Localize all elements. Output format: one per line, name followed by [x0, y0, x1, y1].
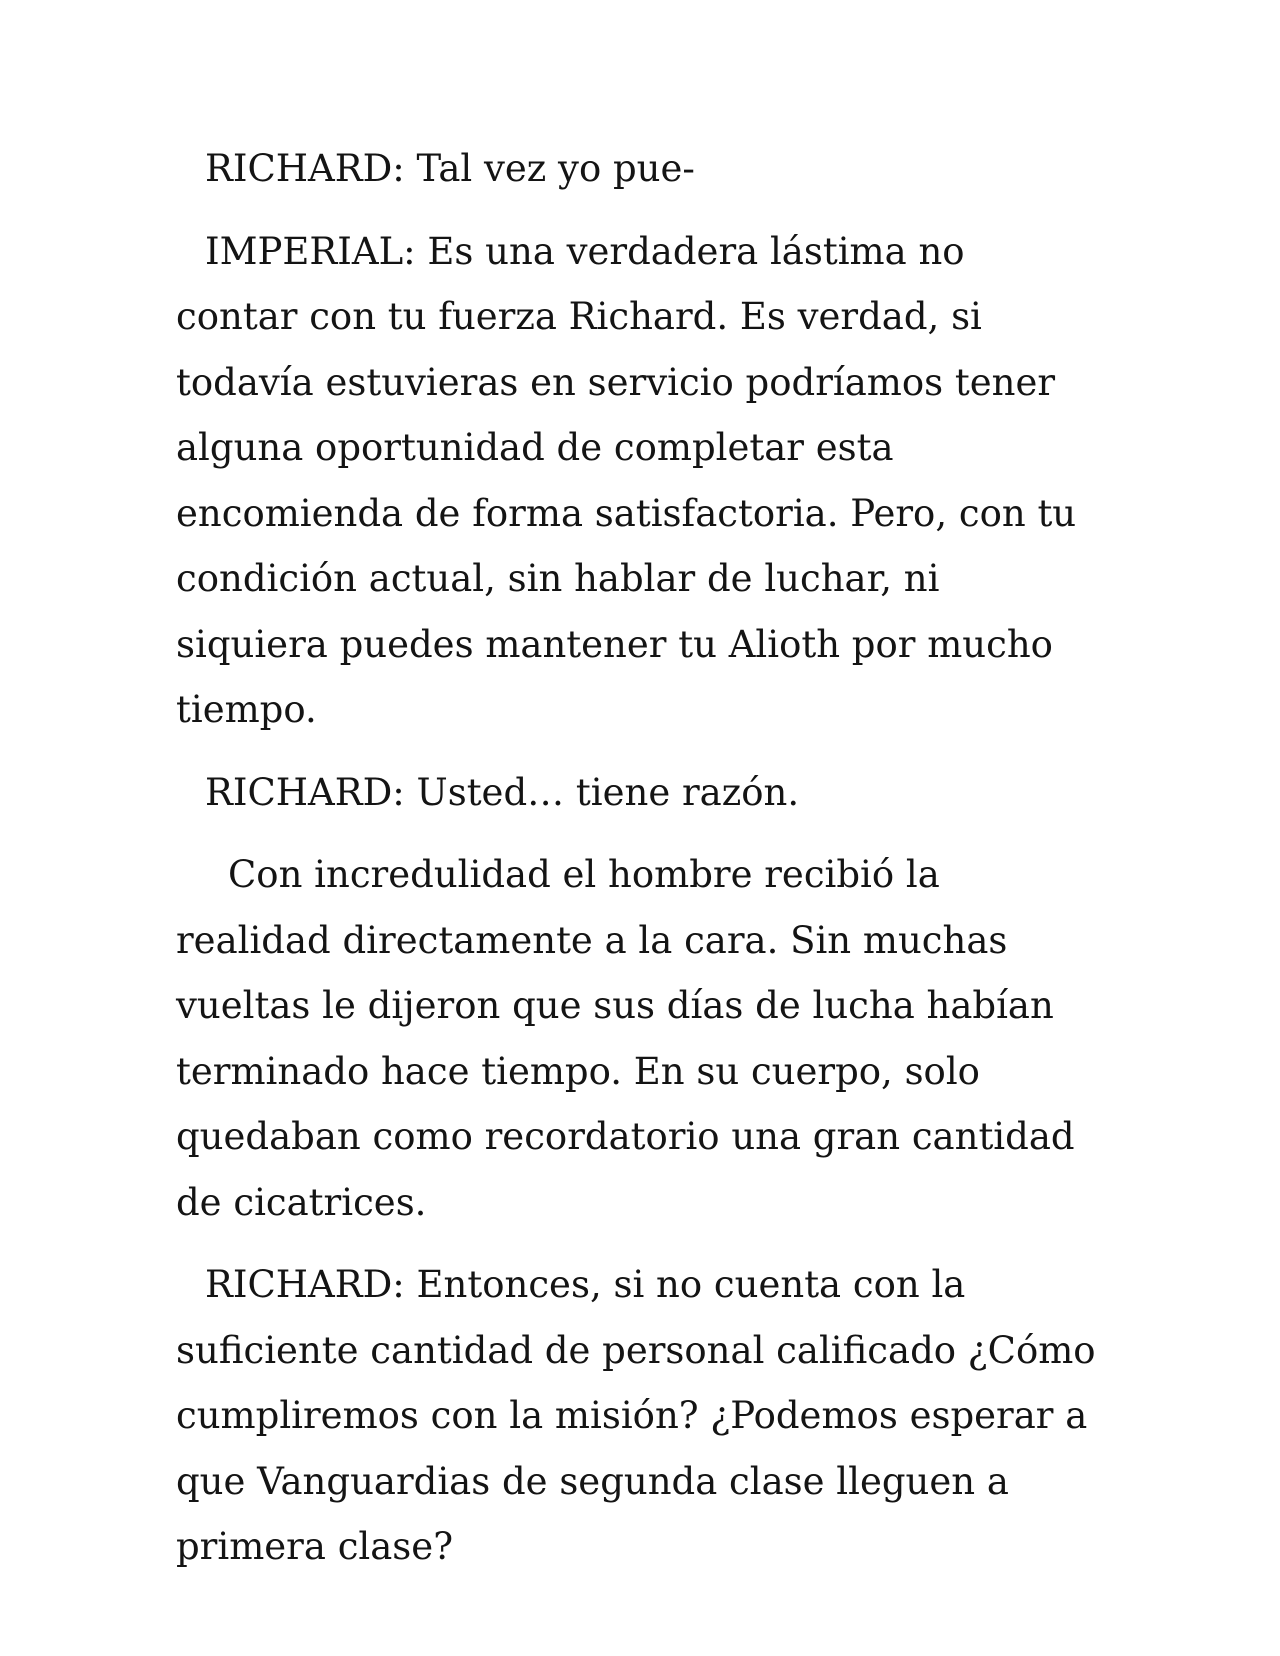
document-page	[176, 136, 1096, 1597]
dialogue-paragraph: IMPERIAL: Es una verdadera lástima no contar con tu fuerza Richard. Es verdad, si todavía estuvieras en servicio podríamos tener alguna oportunidad de completar esta encomienda de forma satisfactoria. Pero, con tu condición actual, sin hablar de luchar, ni siquiera puedes mantener tu Alioth por mucho tiempo.	[176, 229, 1077, 731]
dialogue-paragraph: RICHARD: Entonces, si no cuenta con la suficiente cantidad de personal calificado ¿Cómo cumpliremos con la misión? ¿Podemos esperar a que Vanguardias de segunda clase lleguen a primera clase?	[176, 1263, 1096, 1568]
dialogue-paragraph: RICHARD: Tal vez yo pue-	[205, 147, 695, 190]
dialogue-paragraph: RICHARD: Usted… tiene razón.	[205, 770, 800, 814]
narration-paragraph: Con incredulidad el hombre recibió la realidad directamente a la cara. Sin muchas vueltas le dijeron que sus días de lucha habían terminado hace tiempo. En su cuerpo, solo quedaban como recordatorio una gran cantidad de cicatrices.	[176, 853, 1075, 1224]
